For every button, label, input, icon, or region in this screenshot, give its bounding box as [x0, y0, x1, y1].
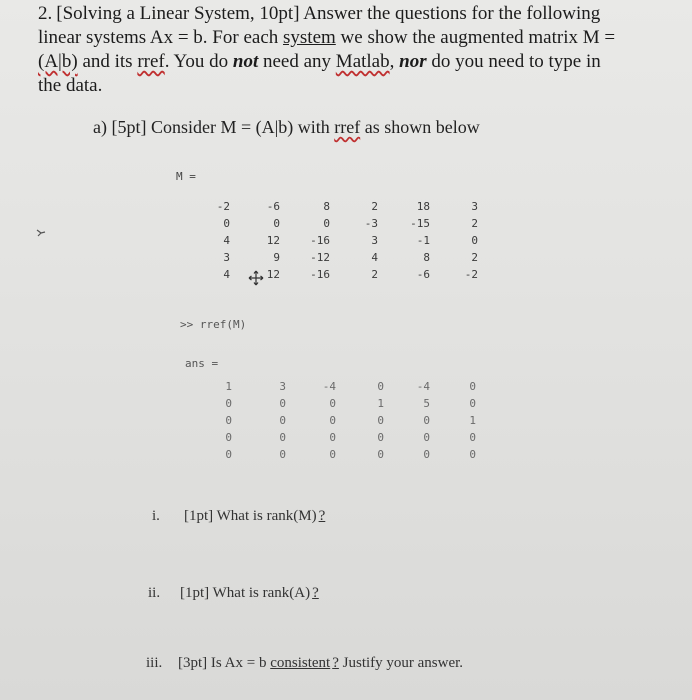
ans-label: ans =	[185, 357, 219, 370]
rref-cell: 0	[279, 397, 286, 410]
matrix-cell: 3	[471, 200, 478, 213]
matrix-cell: -1	[416, 234, 430, 247]
rref-cell: 0	[377, 448, 384, 461]
matrix-cell: -6	[266, 200, 280, 213]
matrix-cell: -16	[310, 268, 330, 281]
rref-cell: 0	[469, 431, 476, 444]
rref-cell: 0	[279, 431, 286, 444]
matrix-cell: 0	[471, 234, 478, 247]
rref-cell: 0	[377, 414, 384, 427]
move-cursor-icon	[248, 270, 264, 286]
rref-cell: 0	[329, 397, 336, 410]
rref-command: >> rref(M)	[180, 318, 247, 331]
rref-cell: 0	[469, 448, 476, 461]
rref-cell: 0	[279, 448, 286, 461]
stray-mark-icon	[36, 228, 46, 238]
rref-cell: 0	[225, 397, 232, 410]
matrix-cell: -2	[464, 268, 478, 281]
matrix-cell: 2	[371, 200, 378, 213]
matrix-cell: 4	[223, 268, 230, 281]
matrix-cell: -15	[410, 217, 430, 230]
intro-line-1: 2. [Solving a Linear System, 10pt] Answer the questions for the following	[38, 3, 601, 24]
rref-cell: 0	[225, 448, 232, 461]
rref-cell: 0	[329, 431, 336, 444]
matrix-cell: 8	[323, 200, 330, 213]
matrix-cell: 9	[273, 251, 280, 264]
rref-cell: 1	[377, 397, 384, 410]
matrix-cell: -16	[310, 234, 330, 247]
matrix-cell: 8	[423, 251, 430, 264]
rref-cell: 0	[469, 397, 476, 410]
matrix-m-label: M =	[176, 170, 196, 183]
matrix-cell: 3	[223, 251, 230, 264]
matrix-cell: -3	[364, 217, 378, 230]
matrix-cell: 12	[266, 268, 280, 281]
rref-cell: 0	[469, 380, 476, 393]
rref-cell: 3	[279, 380, 286, 393]
matrix-cell: 2	[471, 251, 478, 264]
rref-cell: 0	[329, 414, 336, 427]
matrix-cell: 0	[223, 217, 230, 230]
question-ii: ii. [1pt] What is rank(A) ?	[148, 585, 319, 601]
rref-cell: 1	[469, 414, 476, 427]
part-a-heading: a) [5pt] Consider M = (A|b) with rref as shown below	[93, 117, 480, 137]
intro-line-3: (A|b) and its rref. You do not need any Matlab, nor do you need to type in	[38, 51, 601, 72]
matrix-cell: 18	[416, 200, 430, 213]
matrix-cell: 3	[371, 234, 378, 247]
rref-cell: 0	[225, 431, 232, 444]
matrix-cell: 12	[266, 234, 280, 247]
matrix-cell: 4	[223, 234, 230, 247]
rref-cell: 0	[329, 448, 336, 461]
rref-cell: 0	[225, 414, 232, 427]
matrix-cell: 0	[273, 217, 280, 230]
rref-cell: -4	[322, 380, 336, 393]
matrix-cell: 0	[323, 217, 330, 230]
rref-cell: 1	[225, 380, 232, 393]
rref-cell: 0	[377, 380, 384, 393]
intro-line-4: the data.	[38, 75, 103, 96]
matrix-cell: 4	[371, 251, 378, 264]
matrix-cell: -2	[216, 200, 230, 213]
matrix-cell: -12	[310, 251, 330, 264]
matrix-cell: 2	[371, 268, 378, 281]
matrix-cell: -6	[416, 268, 430, 281]
rref-cell: 0	[423, 431, 430, 444]
matrix-cell: 2	[471, 217, 478, 230]
rref-cell: 0	[279, 414, 286, 427]
rref-cell: 0	[423, 414, 430, 427]
rref-cell: 5	[423, 397, 430, 410]
intro-line-2: linear systems Ax = b. For each system we show the augmented matrix M =	[38, 27, 616, 48]
rref-cell: 0	[423, 448, 430, 461]
rref-cell: 0	[377, 431, 384, 444]
problem-statement	[38, 2, 678, 98]
question-iii: iii. [3pt] Is Ax = b consistent ? Justify your answer.	[146, 655, 464, 671]
rref-cell: -4	[416, 380, 430, 393]
question-i: i. [1pt] What is rank(M) ?	[152, 508, 326, 524]
